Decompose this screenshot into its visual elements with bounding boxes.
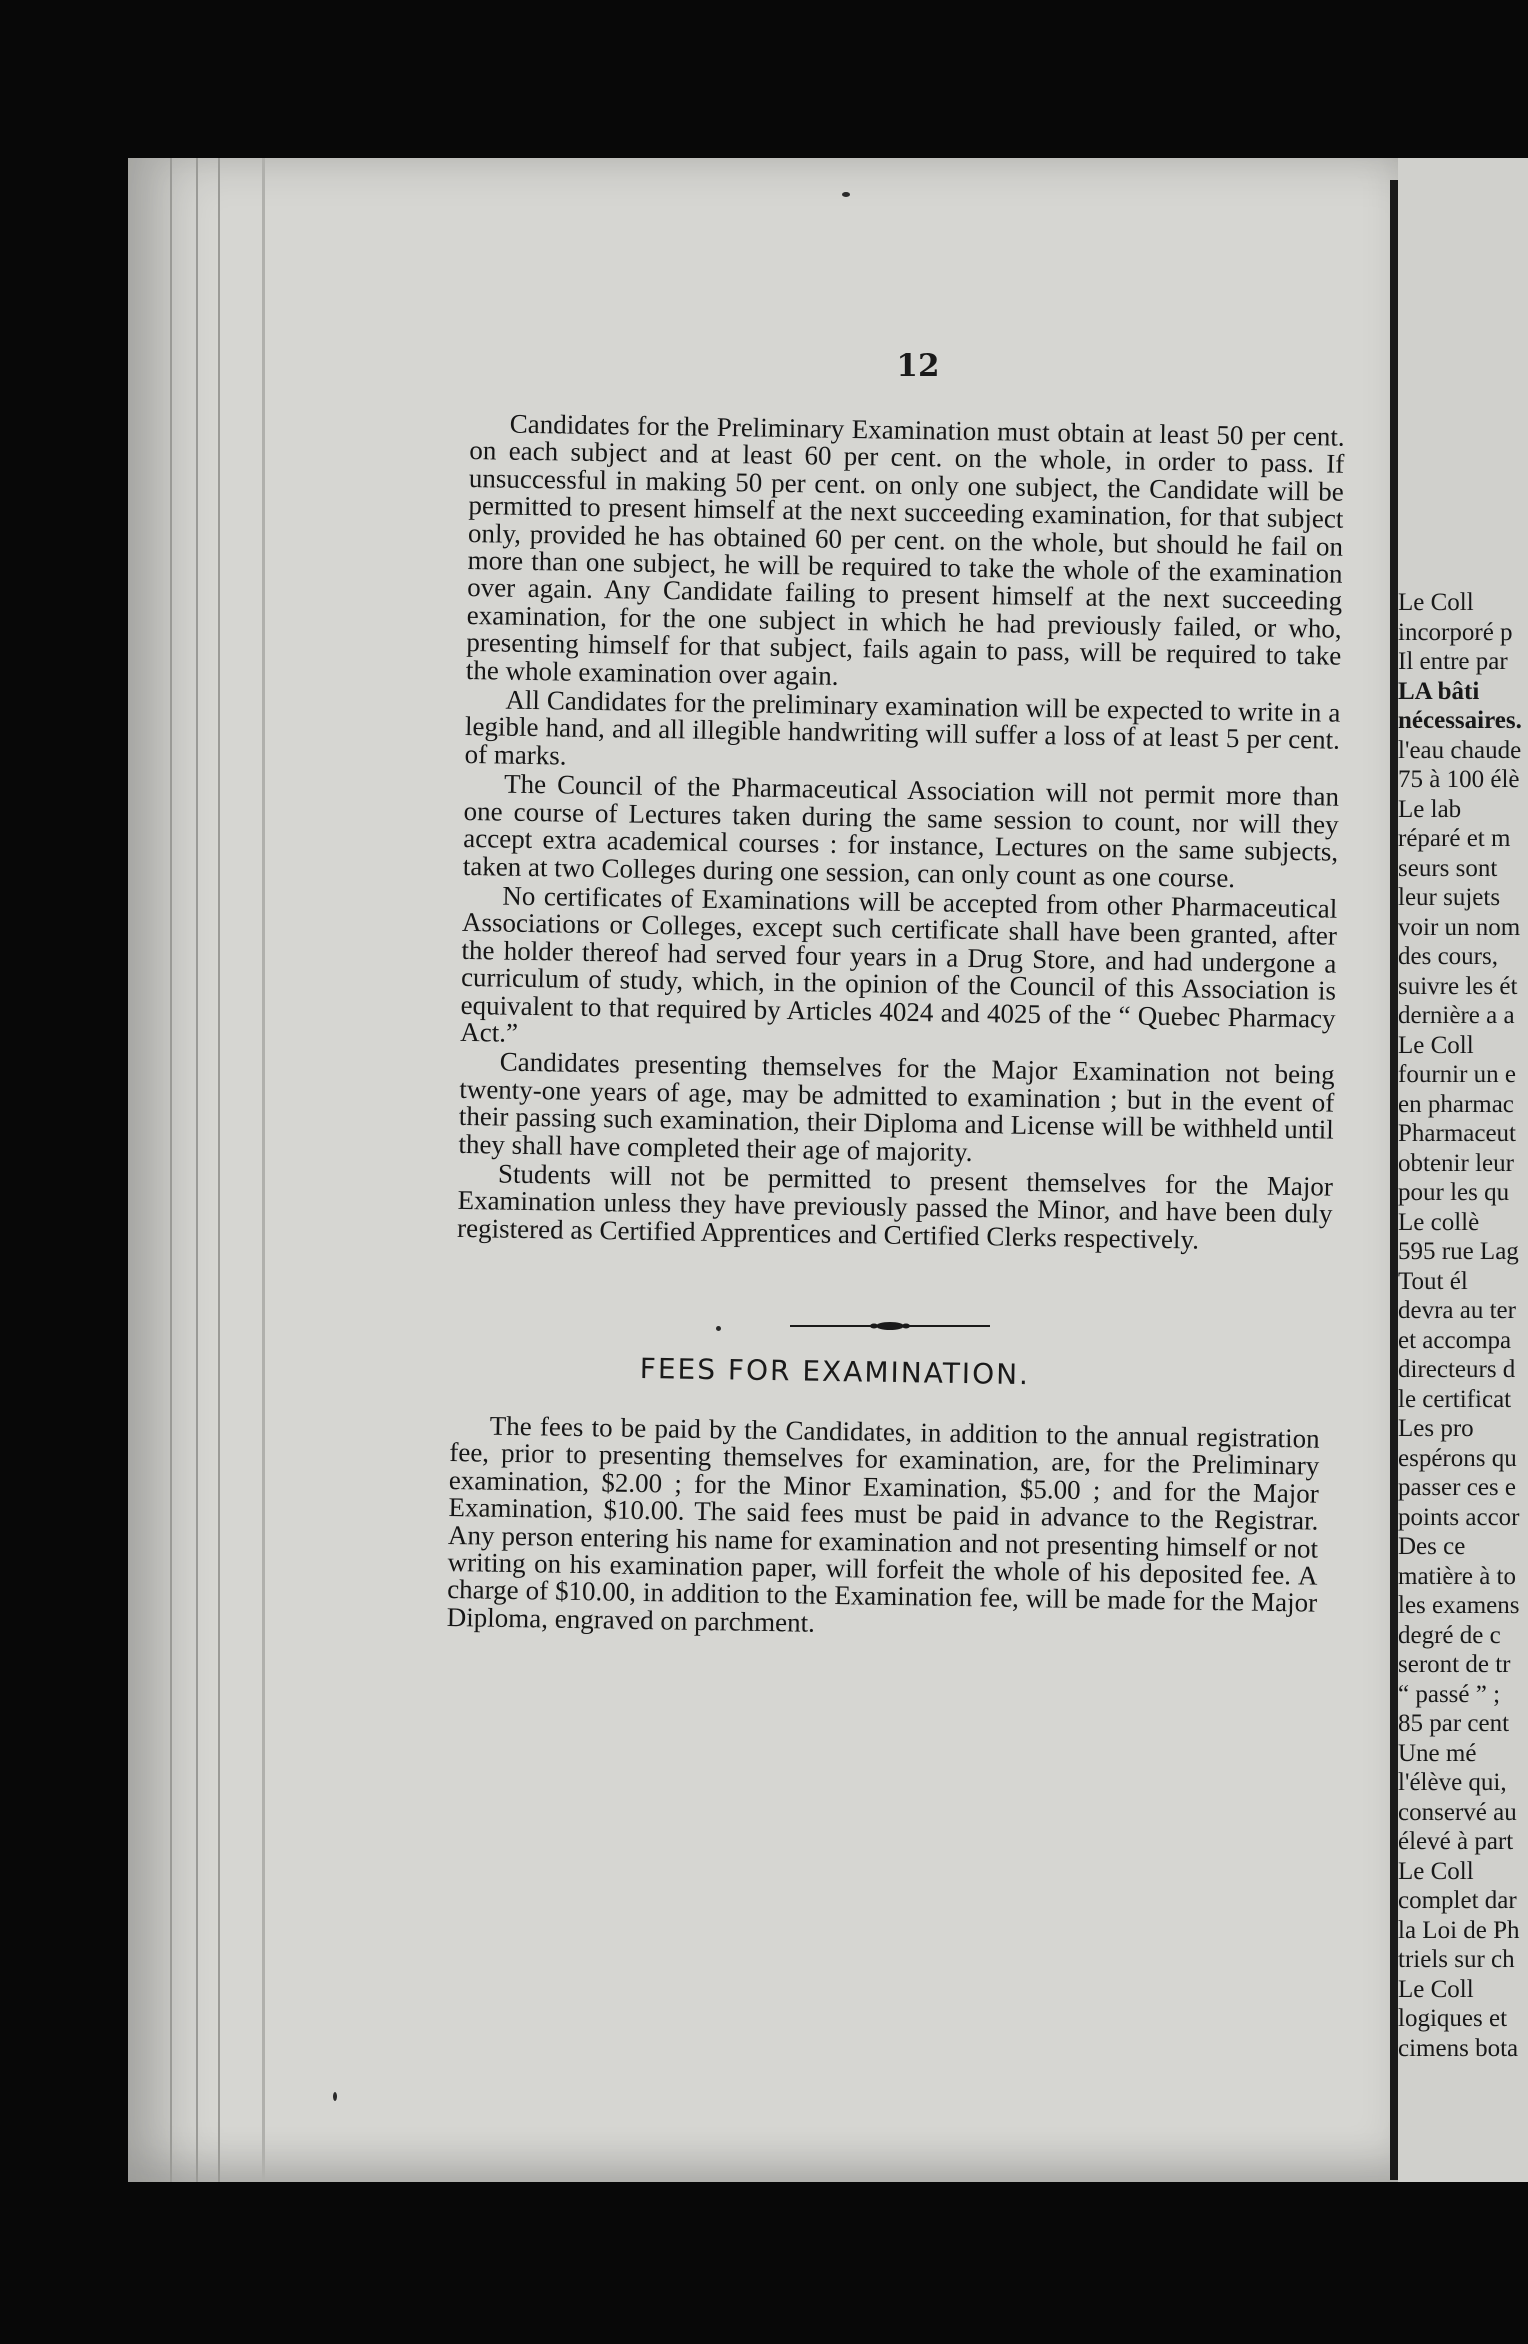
binding-gutter [1390, 180, 1398, 2180]
facing-line: obtenir leur [1398, 1149, 1514, 1177]
facing-line: en pharmac [1398, 1090, 1514, 1118]
facing-line: points accor [1398, 1503, 1520, 1531]
facing-page-text [1398, 588, 1528, 2063]
facing-line: les examens [1398, 1592, 1520, 1619]
paragraph-certificates: No certificates of Examinations will be accepted from other Pharmaceutical Associations or Colleges, except such certificate shall have been granted, after the holder thereof had served four years in a Drug Store, and had undergone a curriculum of study, which, in the opinion of the Council of this Association is equivalent to that required by Articles 4024 and 4025 of the “ Quebec Pharmacy Act.” [459, 880, 1338, 1048]
facing-line: l'élève qui, [1398, 1769, 1507, 1796]
section-heading: FEES FOR EXAMINATION. [639, 1352, 1031, 1392]
facing-line: et accompa [1398, 1326, 1512, 1354]
page-edge [218, 158, 220, 2182]
ink-speck [842, 192, 850, 197]
paragraph-preliminary-pass: Candidates for the Preliminary Examination must obtain at least 50 per cent. on each subject and at least 60 per cent. on the whole, in order to pass. If unsuccessful in making 50 per cent. on only one subject, the Candidate will be permitted to present himself at the next succeeding examination, for that subject only, provided he has obtained 60 per cent. on the whole, but should he fail on more than one subject, he will be required to take the whole of the examination over again. Any Candidate failing to present himself at the next succeeding examination, for the one subject in which he had previously failed, or who, presenting himself for that subject, fails again to pass, will be required to take the whole examination over again. [465, 408, 1345, 691]
facing-line: l'eau chaude [1398, 736, 1522, 764]
ink-speck [716, 1326, 721, 1331]
facing-line: élevé à part [1398, 1828, 1514, 1855]
facing-line: leur sujets [1398, 884, 1501, 911]
facing-line: 75 à 100 élè [1398, 766, 1520, 793]
page-edge [262, 158, 265, 2182]
facing-line: la Loi de Ph [1398, 1916, 1520, 1944]
paragraph-handwriting: All Candidates for the preliminary examination will be expected to write in a legible hand, and all illegible handwriting will suffer a loss of at least 5 per cent. of marks. [464, 684, 1341, 771]
facing-line: LA bâti [1398, 677, 1480, 705]
page-edge [196, 158, 198, 2182]
facing-line: cimens bota [1398, 2034, 1519, 2062]
paragraph-age: Candidates presenting themselves for the Major Examination not being twenty-one years of age, may be admitted to examination ; but in the event of their passing such examination, their Diploma and License will be withheld until they shall have completed their age of majority. [458, 1046, 1335, 1167]
facing-line: des cours, [1398, 943, 1498, 970]
facing-line: matière à to [1398, 1562, 1516, 1590]
paragraph-fees: The fees to be paid by the Candidates, in addition to the annual registration fee, prior to presenting themselves for examination, are, for the Preliminary examination, $2.00 ; for the Minor Examination, $5.00 ; and for the Major Examination, $10.00. The said fees must be paid in advance to the Registrar. Any person entering his name for examination and not presenting himself or not writing on his examination paper, will forfeit the whole of his deposited fee. A charge of $10.00, in addition to the Examination fee, will be made for the Major Diploma, engraved on parchment. [446, 1410, 1320, 1638]
facing-line: Il entre par [1398, 648, 1508, 675]
facing-line: Pharmaceut [1398, 1120, 1517, 1147]
facing-line: Le lab [1398, 795, 1462, 823]
facing-line: “ passé ” ; [1398, 1680, 1501, 1708]
facing-line: Le Coll [1398, 1857, 1474, 1885]
facing-line: 85 par cent [1398, 1710, 1510, 1737]
facing-line: suivre les ét [1398, 972, 1518, 1000]
facing-line: logiques et [1398, 2005, 1508, 2032]
facing-line: Le Coll [1398, 589, 1474, 616]
facing-line: Le Coll [1398, 1975, 1474, 2003]
ornament-divider-icon [790, 1320, 990, 1332]
facing-line: pour les qu [1398, 1179, 1510, 1206]
body-text [457, 410, 1345, 1258]
facing-line: passer ces e [1398, 1474, 1516, 1501]
facing-line: degré de c [1398, 1621, 1501, 1649]
facing-line: dernière a a [1398, 1002, 1515, 1029]
facing-line: Des ce [1398, 1533, 1466, 1560]
facing-line: Tout él [1398, 1267, 1468, 1295]
paragraph-lectures: The Council of the Pharmaceutical Association will not permit more than one course of Lectures taken during the same session to count, nor will they accept extra academical courses : for instance, Lectures on the same subjects, taken at two Colleges during one session, can only count as one course. [462, 768, 1340, 893]
facing-line: directeurs d [1398, 1356, 1516, 1383]
facing-line: seurs sont [1398, 854, 1498, 882]
ink-speck [333, 2092, 337, 2101]
facing-line: réparé et m [1398, 825, 1511, 852]
facing-line: 595 rue Lag [1398, 1238, 1519, 1265]
facing-line: fournir un e [1398, 1061, 1517, 1088]
facing-line: conservé au [1398, 1798, 1517, 1826]
facing-line: seront de tr [1398, 1651, 1511, 1678]
facing-line: nécessaires. [1398, 707, 1522, 734]
facing-line: complet dar [1398, 1887, 1517, 1914]
facing-line: Le Coll [1398, 1031, 1474, 1059]
page-number: 12 [896, 348, 940, 384]
facing-line: devra au ter [1398, 1297, 1516, 1324]
page-edge [170, 158, 172, 2182]
facing-line: espérons qu [1398, 1444, 1517, 1472]
facing-line: Une mé [1398, 1739, 1477, 1767]
facing-line: triels sur ch [1398, 1946, 1515, 1973]
fees-text [447, 1412, 1320, 1645]
facing-line: incorporé p [1398, 618, 1513, 646]
facing-line: Les pro [1398, 1415, 1474, 1442]
facing-line: le certificat [1398, 1385, 1512, 1413]
paragraph-major-exam: Students will not be permitted to present themselves for the Major Examination unless they have previously passed the Minor, and have been duly registered as Certified Apprentices and Certified Clerks respectively. [456, 1158, 1334, 1255]
facing-line: voir un nom [1398, 913, 1521, 941]
facing-line: Le collè [1398, 1208, 1480, 1236]
